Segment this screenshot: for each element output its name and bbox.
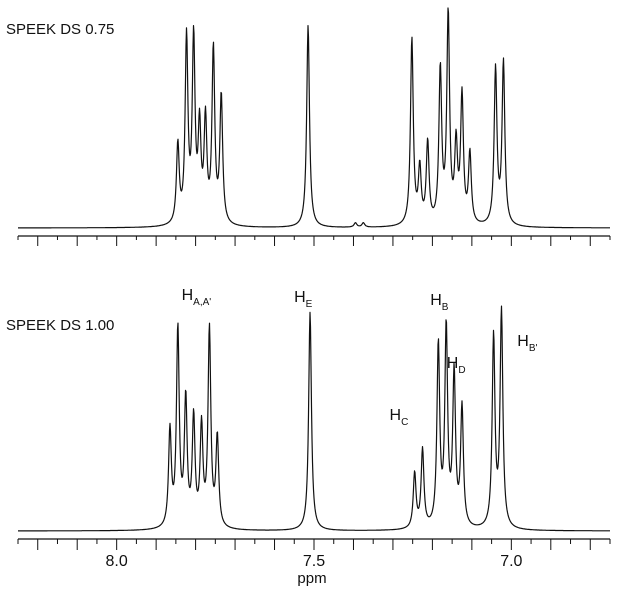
x-tick-label: 7.0 xyxy=(500,553,523,570)
peak-label: $H_{A,A'}$ xyxy=(181,287,212,308)
top-spectrum-panel xyxy=(6,8,610,246)
x-axis-title: ppm xyxy=(297,570,327,587)
x-tick-label: 8.0 xyxy=(105,553,128,570)
top-spectrum-trace xyxy=(18,8,610,228)
bottom-x-tick-labels xyxy=(106,553,523,570)
x-tick-label: 7.5 xyxy=(302,553,326,570)
peak-label: $H_C$ xyxy=(389,407,409,428)
peak-label: $H_D$ xyxy=(446,355,466,376)
peak-label: $H_B$ xyxy=(430,292,449,313)
peak-label: $H_E$ xyxy=(294,289,313,310)
peak-annotations xyxy=(182,287,538,428)
peak-label: $H_{B'}$ xyxy=(517,333,538,354)
top-spectrum-label: SPEEK DS 0.75 xyxy=(6,21,115,38)
bottom-x-ticks xyxy=(18,539,610,550)
bottom-spectrum-label: SPEEK DS 1.00 xyxy=(6,317,115,334)
top-x-ticks xyxy=(18,236,610,246)
bottom-spectrum-panel xyxy=(6,287,610,587)
